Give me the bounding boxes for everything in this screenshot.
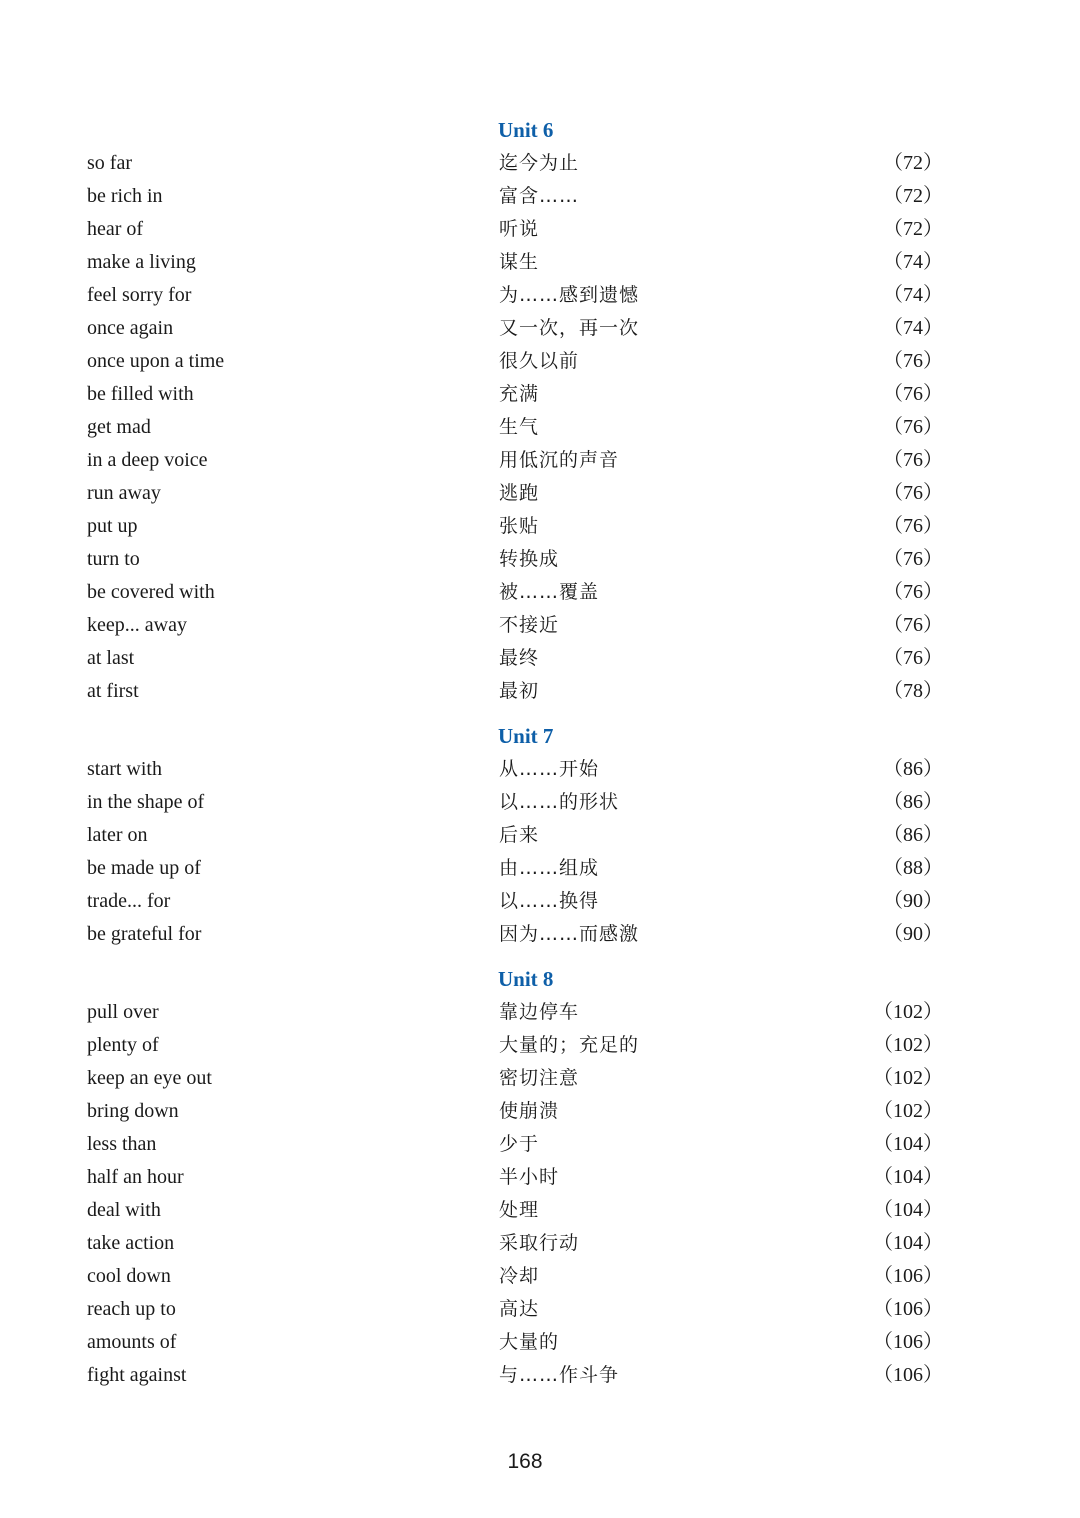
english-phrase: be grateful for — [87, 923, 202, 945]
phrase-row — [0, 1029, 1080, 1062]
chinese-meaning: 后来 — [499, 824, 540, 846]
english-phrase: reach up to — [87, 1298, 176, 1320]
unit-heading: Unit 8 — [498, 967, 554, 991]
english-phrase: keep... away — [87, 614, 187, 636]
chinese-meaning: 又一次，再一次 — [499, 317, 640, 339]
chinese-meaning: 富含…… — [499, 185, 580, 207]
english-phrase: hear of — [87, 218, 144, 240]
unit-section — [0, 962, 1080, 1392]
page-reference: （76） — [883, 647, 943, 669]
phrase-row — [0, 345, 1080, 378]
chinese-meaning: 充满 — [499, 383, 540, 405]
english-phrase: keep an eye out — [87, 1067, 212, 1089]
page-reference: （76） — [883, 449, 943, 471]
phrase-row — [0, 675, 1080, 708]
english-phrase: be filled with — [87, 383, 194, 405]
chinese-meaning: 逃跑 — [499, 482, 540, 504]
phrase-row — [0, 246, 1080, 279]
phrase-row — [0, 1161, 1080, 1194]
chinese-meaning: 最初 — [499, 680, 540, 702]
phrase-row — [0, 312, 1080, 345]
chinese-meaning: 半小时 — [499, 1166, 560, 1188]
phrase-row — [0, 576, 1080, 609]
english-phrase: at first — [87, 680, 139, 702]
chinese-meaning: 不接近 — [499, 614, 560, 636]
english-phrase: bring down — [87, 1100, 179, 1122]
phrase-row — [0, 510, 1080, 543]
page-reference: （104） — [873, 1133, 943, 1155]
chinese-meaning: 处理 — [499, 1199, 540, 1221]
chinese-meaning: 以……的形状 — [499, 791, 620, 813]
phrase-row — [0, 444, 1080, 477]
page-reference: （76） — [883, 515, 943, 537]
page-reference: （106） — [873, 1298, 943, 1320]
chinese-meaning: 大量的；充足的 — [499, 1034, 640, 1056]
chinese-meaning: 采取行动 — [499, 1232, 580, 1254]
chinese-meaning: 从……开始 — [499, 758, 600, 780]
english-phrase: half an hour — [87, 1166, 184, 1188]
phrase-row — [0, 1095, 1080, 1128]
page-reference: （76） — [883, 548, 943, 570]
english-phrase: turn to — [87, 548, 140, 570]
page-reference: （90） — [883, 890, 943, 912]
page-reference: （106） — [873, 1364, 943, 1386]
page-reference: （88） — [883, 857, 943, 879]
chinese-meaning: 高达 — [499, 1298, 540, 1320]
phrase-row — [0, 1359, 1080, 1392]
page-reference: （86） — [883, 758, 943, 780]
chinese-meaning: 生气 — [499, 416, 540, 438]
page-reference: （76） — [883, 581, 943, 603]
page-number: 168 — [507, 1450, 543, 1473]
english-phrase: at last — [87, 647, 135, 669]
chinese-meaning: 最终 — [499, 647, 540, 669]
english-phrase: make a living — [87, 251, 196, 273]
phrase-row — [0, 1062, 1080, 1095]
page-reference: （74） — [883, 317, 943, 339]
phrase-row — [0, 378, 1080, 411]
english-phrase: be rich in — [87, 185, 163, 207]
phrase-row — [0, 1260, 1080, 1293]
english-phrase: in a deep voice — [87, 449, 208, 471]
english-phrase: amounts of — [87, 1331, 177, 1353]
chinese-meaning: 被……覆盖 — [499, 581, 600, 603]
english-phrase: be covered with — [87, 581, 215, 603]
phrase-row — [0, 213, 1080, 246]
english-phrase: plenty of — [87, 1034, 159, 1056]
phrase-row — [0, 852, 1080, 885]
phrase-row — [0, 411, 1080, 444]
english-phrase: run away — [87, 482, 161, 504]
chinese-meaning: 以……换得 — [499, 890, 600, 912]
page-reference: （102） — [873, 1067, 943, 1089]
unit-section — [0, 113, 1080, 708]
page-reference: （76） — [883, 482, 943, 504]
english-phrase: feel sorry for — [87, 284, 192, 306]
unit-heading: Unit 7 — [498, 724, 554, 748]
english-phrase: trade... for — [87, 890, 171, 912]
chinese-meaning: 由……组成 — [499, 857, 600, 879]
phrase-row — [0, 180, 1080, 213]
phrase-row — [0, 279, 1080, 312]
page-reference: （106） — [873, 1265, 943, 1287]
phrase-row — [0, 996, 1080, 1029]
chinese-meaning: 大量的 — [499, 1331, 560, 1353]
chinese-meaning: 使崩溃 — [499, 1100, 560, 1122]
chinese-meaning: 与……作斗争 — [499, 1364, 620, 1386]
phrase-row — [0, 1227, 1080, 1260]
chinese-meaning: 转换成 — [499, 548, 560, 570]
page-reference: （76） — [883, 416, 943, 438]
page-reference: （72） — [883, 185, 943, 207]
page-reference: （86） — [883, 791, 943, 813]
page-reference: （86） — [883, 824, 943, 846]
phrase-row — [0, 819, 1080, 852]
phrase-row — [0, 1128, 1080, 1161]
phrase-row — [0, 609, 1080, 642]
english-phrase: less than — [87, 1133, 157, 1155]
phrase-row — [0, 753, 1080, 786]
page-reference: （104） — [873, 1166, 943, 1188]
phrase-row — [0, 477, 1080, 510]
phrase-row — [0, 543, 1080, 576]
page-reference: （104） — [873, 1199, 943, 1221]
page-reference: （74） — [883, 284, 943, 306]
english-phrase: be made up of — [87, 857, 201, 879]
chinese-meaning: 靠边停车 — [499, 1001, 580, 1023]
phrase-row — [0, 642, 1080, 675]
phrase-row — [0, 1194, 1080, 1227]
chinese-meaning: 很久以前 — [499, 350, 580, 372]
chinese-meaning: 因为……而感激 — [499, 923, 640, 945]
phrase-row — [0, 1326, 1080, 1359]
english-phrase: start with — [87, 758, 162, 780]
english-phrase: once again — [87, 317, 174, 339]
chinese-meaning: 迄今为止 — [499, 152, 580, 174]
chinese-meaning: 听说 — [499, 218, 540, 240]
phrase-row — [0, 918, 1080, 951]
chinese-meaning: 张贴 — [499, 515, 540, 537]
english-phrase: so far — [87, 152, 132, 174]
page-reference: （76） — [883, 383, 943, 405]
page-reference: （72） — [883, 218, 943, 240]
chinese-meaning: 谋生 — [499, 251, 540, 273]
page-reference: （102） — [873, 1034, 943, 1056]
phrase-row — [0, 786, 1080, 819]
unit-section — [0, 719, 1080, 951]
english-phrase: take action — [87, 1232, 175, 1254]
page-reference: （102） — [873, 1001, 943, 1023]
page-reference: （90） — [883, 923, 943, 945]
chinese-meaning: 为……感到遗憾 — [499, 284, 640, 306]
page-reference: （74） — [883, 251, 943, 273]
chinese-meaning: 冷却 — [499, 1265, 540, 1287]
english-phrase: in the shape of — [87, 791, 205, 813]
english-phrase: put up — [87, 515, 138, 537]
chinese-meaning: 少于 — [499, 1133, 540, 1155]
english-phrase: once upon a time — [87, 350, 225, 372]
chinese-meaning: 用低沉的声音 — [499, 449, 620, 471]
page-reference: （106） — [873, 1331, 943, 1353]
phrase-row — [0, 1293, 1080, 1326]
english-phrase: cool down — [87, 1265, 171, 1287]
chinese-meaning: 密切注意 — [499, 1067, 580, 1089]
page-reference: （76） — [883, 350, 943, 372]
phrase-list — [0, 113, 1080, 1392]
english-phrase: pull over — [87, 1001, 159, 1023]
page-reference: （104） — [873, 1232, 943, 1254]
page-reference: （78） — [883, 680, 943, 702]
english-phrase: later on — [87, 824, 148, 846]
english-phrase: get mad — [87, 416, 151, 438]
page-reference: （76） — [883, 614, 943, 636]
page-reference: （72） — [883, 152, 943, 174]
phrase-row — [0, 147, 1080, 180]
unit-heading: Unit 6 — [498, 118, 554, 142]
english-phrase: fight against — [87, 1364, 187, 1386]
phrase-row — [0, 885, 1080, 918]
english-phrase: deal with — [87, 1199, 161, 1221]
page-reference: （102） — [873, 1100, 943, 1122]
